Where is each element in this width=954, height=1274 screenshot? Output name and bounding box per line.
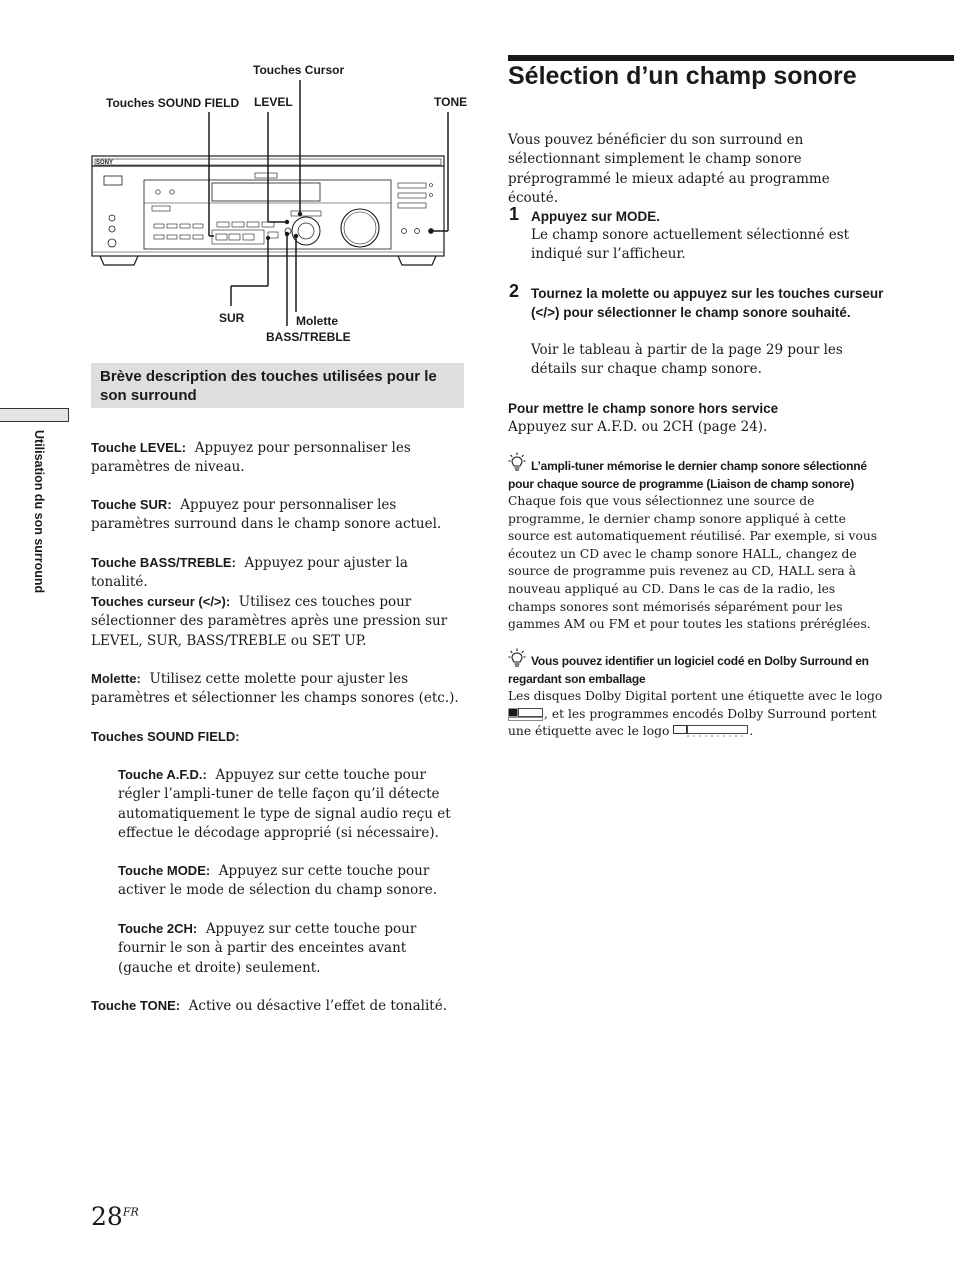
step-1-body: Le champ sonore actuellement sélectionné est indiqué sur l’afficheur.: [531, 227, 850, 263]
title-rule: [508, 55, 954, 61]
step-2-body: Voir le tableau à partir de la page 29 pour les détails sur chaque champ sonore.: [531, 342, 843, 378]
tip-2-heading: Vous pouvez identifier un logiciel codé en Dolby Surround en regardant son emballage: [508, 654, 869, 686]
item-2ch: [118, 919, 464, 978]
receiver-foot-left: [100, 256, 138, 265]
term-sur: Touche SUR:: [91, 497, 172, 512]
dolby-surround-logo: [673, 725, 749, 738]
power-button: [104, 176, 122, 185]
tip-2-text-c: .: [749, 724, 754, 739]
item-cursor: [91, 592, 464, 651]
page-number: [91, 1202, 139, 1231]
dolby-digital-logo: [508, 708, 544, 721]
brand-logo: SONY: [96, 160, 114, 166]
term-level: Touche LEVEL:: [91, 440, 187, 455]
receiver-foot-right: [398, 256, 436, 265]
desc-bass-treble: Appuyez pour ajuster la tonalité.: [91, 555, 408, 591]
term-afd: Touche A.F.D.:: [118, 767, 207, 782]
section-box-title: Brève description des touches utilisées pour le son surround: [91, 363, 464, 408]
label-bass-treble: BASS/TREBLE: [266, 330, 351, 344]
side-tab-label: Utilisation du son surround: [32, 430, 46, 594]
item-level: [91, 438, 464, 478]
label-touches-sound-field: Touches SOUND FIELD: [106, 96, 240, 110]
tip-2-body: [508, 688, 886, 741]
desc-cursor: Utilisez ces touches pour sélectionner des paramètres après une pression sur LEVEL, SUR, BASS/TREBLE ou SET UP.: [91, 594, 448, 649]
page-number-suffix: FR: [122, 1205, 139, 1219]
term-cursor: Touches curseur (</>):: [91, 594, 231, 609]
label-molette: Molette: [296, 314, 338, 328]
item-tone: [91, 996, 464, 1016]
desc-level: Appuyez pour personnaliser les paramètres de niveau.: [91, 440, 411, 476]
tip-2-text-b: , et les programmes encodés Dolby Surround portent une étiquette avec le logo: [508, 706, 877, 739]
page-number-value: 28: [91, 1202, 123, 1231]
tip-2-text-a: Les disques Dolby Digital portent une étiquette avec le logo: [508, 689, 883, 703]
term-molette: Molette:: [91, 671, 141, 686]
off-title: Pour mettre le champ sonore hors service: [508, 401, 779, 416]
step-2-number: 2: [509, 281, 520, 301]
page-title: Sélection d’un champ sonore: [508, 62, 857, 90]
item-afd: [118, 765, 464, 843]
label-touches-cursor: Touches Cursor: [253, 63, 345, 77]
step-2-heading: Tournez la molette ou appuyez sur les touches curseur (</>) pour sélectionner le champ sonore souhaité.: [531, 286, 884, 320]
term-tone: Touche TONE:: [91, 998, 181, 1013]
step-1-heading: Appuyez sur MODE.: [531, 209, 661, 224]
desc-tone: Active ou désactive l’effet de tonalité.: [188, 998, 448, 1014]
item-bass-treble: [91, 553, 464, 593]
item-molette: [91, 669, 464, 709]
term-mode: Touche MODE:: [118, 863, 211, 878]
item-mode: [118, 861, 464, 901]
desc-molette: Utilisez cette molette pour ajuster les paramètres et sélectionner les champs sonores (etc.).: [91, 671, 459, 707]
term-2ch: Touche 2CH:: [118, 921, 198, 936]
label-tone: TONE: [434, 95, 468, 109]
off-text: Appuyez sur A.F.D. ou 2CH (page 24).: [508, 419, 768, 435]
tip-1-heading: L’ampli-tuner mémorise le dernier champ sonore sélectionné pour chaque source de programme (Liaison de champ sonore): [508, 459, 867, 491]
display-window: [212, 183, 320, 201]
term-sound-field: Touches SOUND FIELD:: [91, 729, 240, 744]
desc-sur: Appuyez pour personnaliser les paramètres surround dans le champ sonore actuel.: [91, 497, 442, 533]
volume-knob: [341, 209, 379, 247]
item-sound-field: [91, 727, 464, 747]
desc-mode: Appuyez sur cette touche pour activer le mode de sélection du champ sonore.: [118, 863, 438, 899]
term-bass-treble: Touche BASS/TREBLE:: [91, 555, 236, 570]
tip-1-body: Chaque fois que vous sélectionnez une source de programme, le dernier champ sonore appliqué à cette source est automatiquement réutilisé. Par exemple, si vous écoutez un CD avec le champ sonore HALL, changez de source de programme puis revenez au CD, HALL sera à nouveau appliqué au CD. Dans le cas de la radio, les champs sonores sont mémorisés séparément pour les gammes AM ou FM et pour toutes les stations préréglées.: [508, 494, 878, 632]
intro-text: Vous pouvez bénéficier du son surround en sélectionnant simplement le champ sonore préprogrammé le mieux adapté au programme écouté.: [508, 132, 830, 206]
step-1-number: 1: [509, 204, 520, 224]
label-sur: SUR: [219, 311, 245, 325]
label-level: LEVEL: [254, 95, 293, 109]
desc-afd: Appuyez sur cette touche pour régler l’ampli-tuner de telle façon qu’il détecte automatiquement le type de signal audio reçu et effectue le décodage approprié (si nécessaire).: [118, 767, 451, 841]
desc-2ch: Appuyez sur cette touche pour fournir le son à partir des enceintes avant (gauche et droite) seulement.: [118, 921, 417, 976]
side-tab-marker: [0, 408, 69, 422]
item-sur: [91, 495, 464, 535]
